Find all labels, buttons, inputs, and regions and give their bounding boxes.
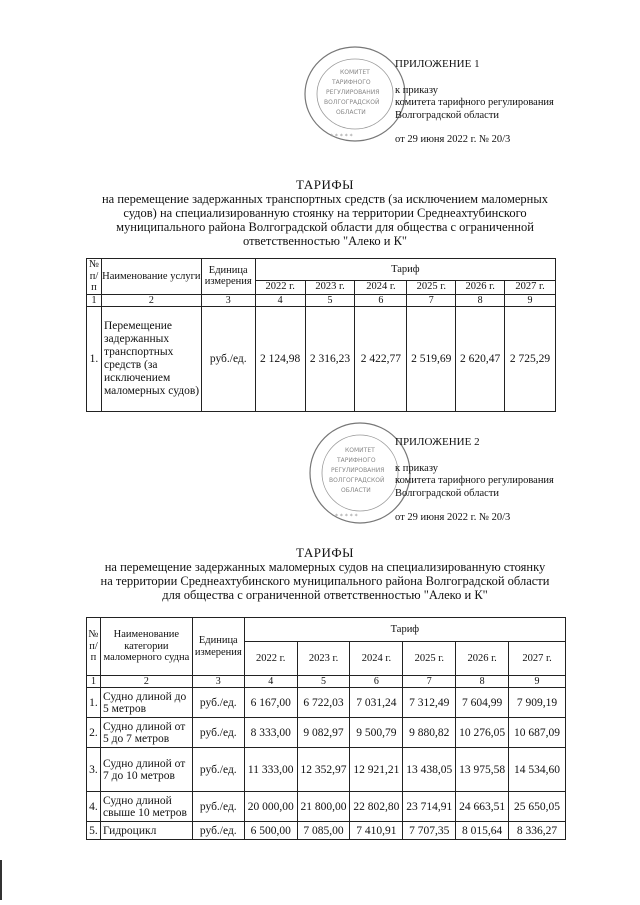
tariff-2-heading: ТАРИФЫ <box>296 545 354 560</box>
header-year: 2026 г. <box>456 642 509 676</box>
tariff-1-title <box>60 178 590 248</box>
svg-text:КОМИТЕТ: КОМИТЕТ <box>345 447 375 454</box>
row-value: 9 880,82 <box>403 718 456 748</box>
row-name: Гидроцикл <box>100 822 192 840</box>
row-value: 7 909,19 <box>509 688 566 718</box>
index-cell: 9 <box>505 294 556 306</box>
row-unit: руб./ед. <box>192 688 244 718</box>
svg-text:ВОЛГОГРАДСКОЙ: ВОЛГОГРАДСКОЙ <box>324 99 380 106</box>
header-year: 2025 г. <box>407 280 456 294</box>
appendix-1-line4: от 29 июня 2022 г. № 20/3 <box>395 134 511 145</box>
tariff-2-line2: на территории Среднеахтубинского муниципального района Волгоградской области <box>100 574 550 588</box>
row-value: 20 000,00 <box>244 792 297 822</box>
row-value: 24 663,51 <box>456 792 509 822</box>
index-cell: 7 <box>403 676 456 688</box>
tariff-2-title <box>60 546 590 602</box>
tariff-1-line4: ответственностью "Алеко и К" <box>242 234 408 248</box>
index-cell: 8 <box>456 676 509 688</box>
header-year: 2023 г. <box>297 642 350 676</box>
header-year: 2022 г. <box>244 642 297 676</box>
row-value: 8 015,64 <box>456 822 509 840</box>
table-row <box>87 748 566 792</box>
appendix-2-line4: от 29 июня 2022 г. № 20/3 <box>395 512 511 523</box>
header-unit: Единица измерения <box>192 618 244 676</box>
row-num: 2. <box>87 718 101 748</box>
row-value: 2 124,98 <box>255 306 305 411</box>
row-value: 7 312,49 <box>403 688 456 718</box>
header-year: 2026 г. <box>456 280 505 294</box>
tariff-2-table <box>86 617 566 840</box>
svg-text:КОМИТЕТ: КОМИТЕТ <box>340 69 370 76</box>
row-unit: руб./ед. <box>192 822 244 840</box>
tariff-2-line3: для общества с ограниченной ответственностью "Алеко и К" <box>162 588 488 602</box>
row-value: 2 620,47 <box>456 306 505 411</box>
tariff-1-heading: ТАРИФЫ <box>296 177 354 192</box>
svg-text:* * * * *: * * * * * <box>335 513 358 520</box>
row-value: 8 333,00 <box>244 718 297 748</box>
index-cell: 4 <box>244 676 297 688</box>
svg-text:ТАРИФНОГО: ТАРИФНОГО <box>337 457 376 464</box>
tariff-1-line2: судов) на специализированную стоянку на территории Среднеахтубинского <box>123 206 527 220</box>
header-unit: Единица измерения <box>201 259 255 295</box>
row-unit: руб./ед. <box>192 792 244 822</box>
header-name: Наименование услуги <box>101 259 201 295</box>
index-cell: 6 <box>355 294 407 306</box>
tariff-1-table <box>86 258 556 412</box>
row-name: Судно длиной от 7 до 10 метров <box>100 748 192 792</box>
row-value: 10 687,09 <box>509 718 566 748</box>
row-value: 6 722,03 <box>297 688 350 718</box>
row-unit: руб./ед. <box>192 748 244 792</box>
row-value: 7 604,99 <box>456 688 509 718</box>
svg-text:ОБЛАСТИ: ОБЛАСТИ <box>341 487 371 494</box>
row-value: 23 714,91 <box>403 792 456 822</box>
row-value: 7 085,00 <box>297 822 350 840</box>
row-name: Перемещение задержанных транспортных средств (за исключением маломерных судов) <box>101 306 201 411</box>
header-year: 2024 г. <box>350 642 403 676</box>
appendix-2-line1: к приказу <box>395 462 438 474</box>
row-name: Судно длиной от 5 до 7 метров <box>100 718 192 748</box>
table-row <box>87 792 566 822</box>
header-tariff: Тариф <box>244 618 565 642</box>
row-value: 7 410,91 <box>350 822 403 840</box>
appendix-1-block <box>395 58 554 147</box>
appendix-1-line2: комитета тарифного регулирования <box>395 97 554 108</box>
index-cell: 3 <box>192 676 244 688</box>
row-num: 3. <box>87 748 101 792</box>
table-row <box>87 718 566 748</box>
row-num: 4. <box>87 792 101 822</box>
index-cell: 5 <box>305 294 355 306</box>
header-year: 2022 г. <box>255 280 305 294</box>
row-unit: руб./ед. <box>201 306 255 411</box>
official-seal <box>300 42 410 147</box>
svg-text:ТАРИФНОГО: ТАРИФНОГО <box>332 79 371 86</box>
index-cell: 2 <box>101 294 201 306</box>
row-value: 8 336,27 <box>509 822 566 840</box>
row-value: 11 333,00 <box>244 748 297 792</box>
row-unit: руб./ед. <box>192 718 244 748</box>
index-cell: 4 <box>255 294 305 306</box>
index-cell: 6 <box>350 676 403 688</box>
appendix-1-line3: Волгоградской области <box>395 109 500 121</box>
row-value: 21 800,00 <box>297 792 350 822</box>
svg-text:* * * * *: * * * * * <box>330 133 353 140</box>
row-num: 5. <box>87 822 101 840</box>
row-value: 7 031,24 <box>350 688 403 718</box>
row-value: 9 500,79 <box>350 718 403 748</box>
row-value: 6 500,00 <box>244 822 297 840</box>
appendix-2-title: ПРИЛОЖЕНИЕ 2 <box>395 436 480 448</box>
row-value: 7 707,35 <box>403 822 456 840</box>
row-value: 2 725,29 <box>505 306 556 411</box>
index-cell: 1 <box>87 294 102 306</box>
row-value: 6 167,00 <box>244 688 297 718</box>
row-value: 25 650,05 <box>509 792 566 822</box>
row-value: 12 352,97 <box>297 748 350 792</box>
appendix-2-line2: комитета тарифного регулирования <box>395 475 554 486</box>
svg-text:ВОЛГОГРАДСКОЙ: ВОЛГОГРАДСКОЙ <box>329 477 385 484</box>
row-name: Судно длиной до 5 метров <box>100 688 192 718</box>
row-value: 14 534,60 <box>509 748 566 792</box>
row-value: 2 422,77 <box>355 306 407 411</box>
index-cell: 8 <box>456 294 505 306</box>
appendix-2-block <box>395 436 554 525</box>
svg-text:РЕГУЛИРОВАНИЯ: РЕГУЛИРОВАНИЯ <box>331 467 385 474</box>
header-year: 2023 г. <box>305 280 355 294</box>
row-name: Судно длиной свыше 10 метров <box>100 792 192 822</box>
index-cell: 3 <box>201 294 255 306</box>
index-cell: 5 <box>297 676 350 688</box>
table-row <box>87 688 566 718</box>
table-row <box>87 306 556 411</box>
header-num: № п/п <box>87 618 101 676</box>
svg-text:ОБЛАСТИ: ОБЛАСТИ <box>336 109 366 116</box>
tariff-2-line1: на перемещение задержанных маломерных судов на специализированную стоянку <box>104 560 546 574</box>
row-value: 12 921,21 <box>350 748 403 792</box>
appendix-2-line3: Волгоградской области <box>395 487 500 499</box>
tariff-1-line1: на перемещение задержанных транспортных средств (за исключением маломерных <box>101 192 548 206</box>
svg-text:РЕГУЛИРОВАНИЯ: РЕГУЛИРОВАНИЯ <box>326 89 380 96</box>
header-year: 2025 г. <box>403 642 456 676</box>
header-year: 2024 г. <box>355 280 407 294</box>
row-value: 2 316,23 <box>305 306 355 411</box>
header-year: 2027 г. <box>509 642 566 676</box>
index-cell: 2 <box>100 676 192 688</box>
row-value: 13 975,58 <box>456 748 509 792</box>
row-value: 9 082,97 <box>297 718 350 748</box>
row-value: 2 519,69 <box>407 306 456 411</box>
header-name: Наименование категории маломерного судна <box>100 618 192 676</box>
index-cell: 7 <box>407 294 456 306</box>
row-value: 10 276,05 <box>456 718 509 748</box>
row-num: 1. <box>87 688 101 718</box>
header-tariff: Тариф <box>255 259 555 281</box>
row-value: 22 802,80 <box>350 792 403 822</box>
scan-edge-mark <box>0 860 2 900</box>
row-num: 1. <box>87 306 102 411</box>
header-year: 2027 г. <box>505 280 556 294</box>
tariff-1-line3: муниципального района Волгоградской области для общества с ограниченной <box>116 220 534 234</box>
appendix-1-line1: к приказу <box>395 84 438 96</box>
row-value: 13 438,05 <box>403 748 456 792</box>
table-row <box>87 822 566 840</box>
appendix-1-title: ПРИЛОЖЕНИЕ 1 <box>395 58 480 70</box>
header-num: № п/п <box>87 259 102 295</box>
index-cell: 9 <box>509 676 566 688</box>
index-cell: 1 <box>87 676 101 688</box>
